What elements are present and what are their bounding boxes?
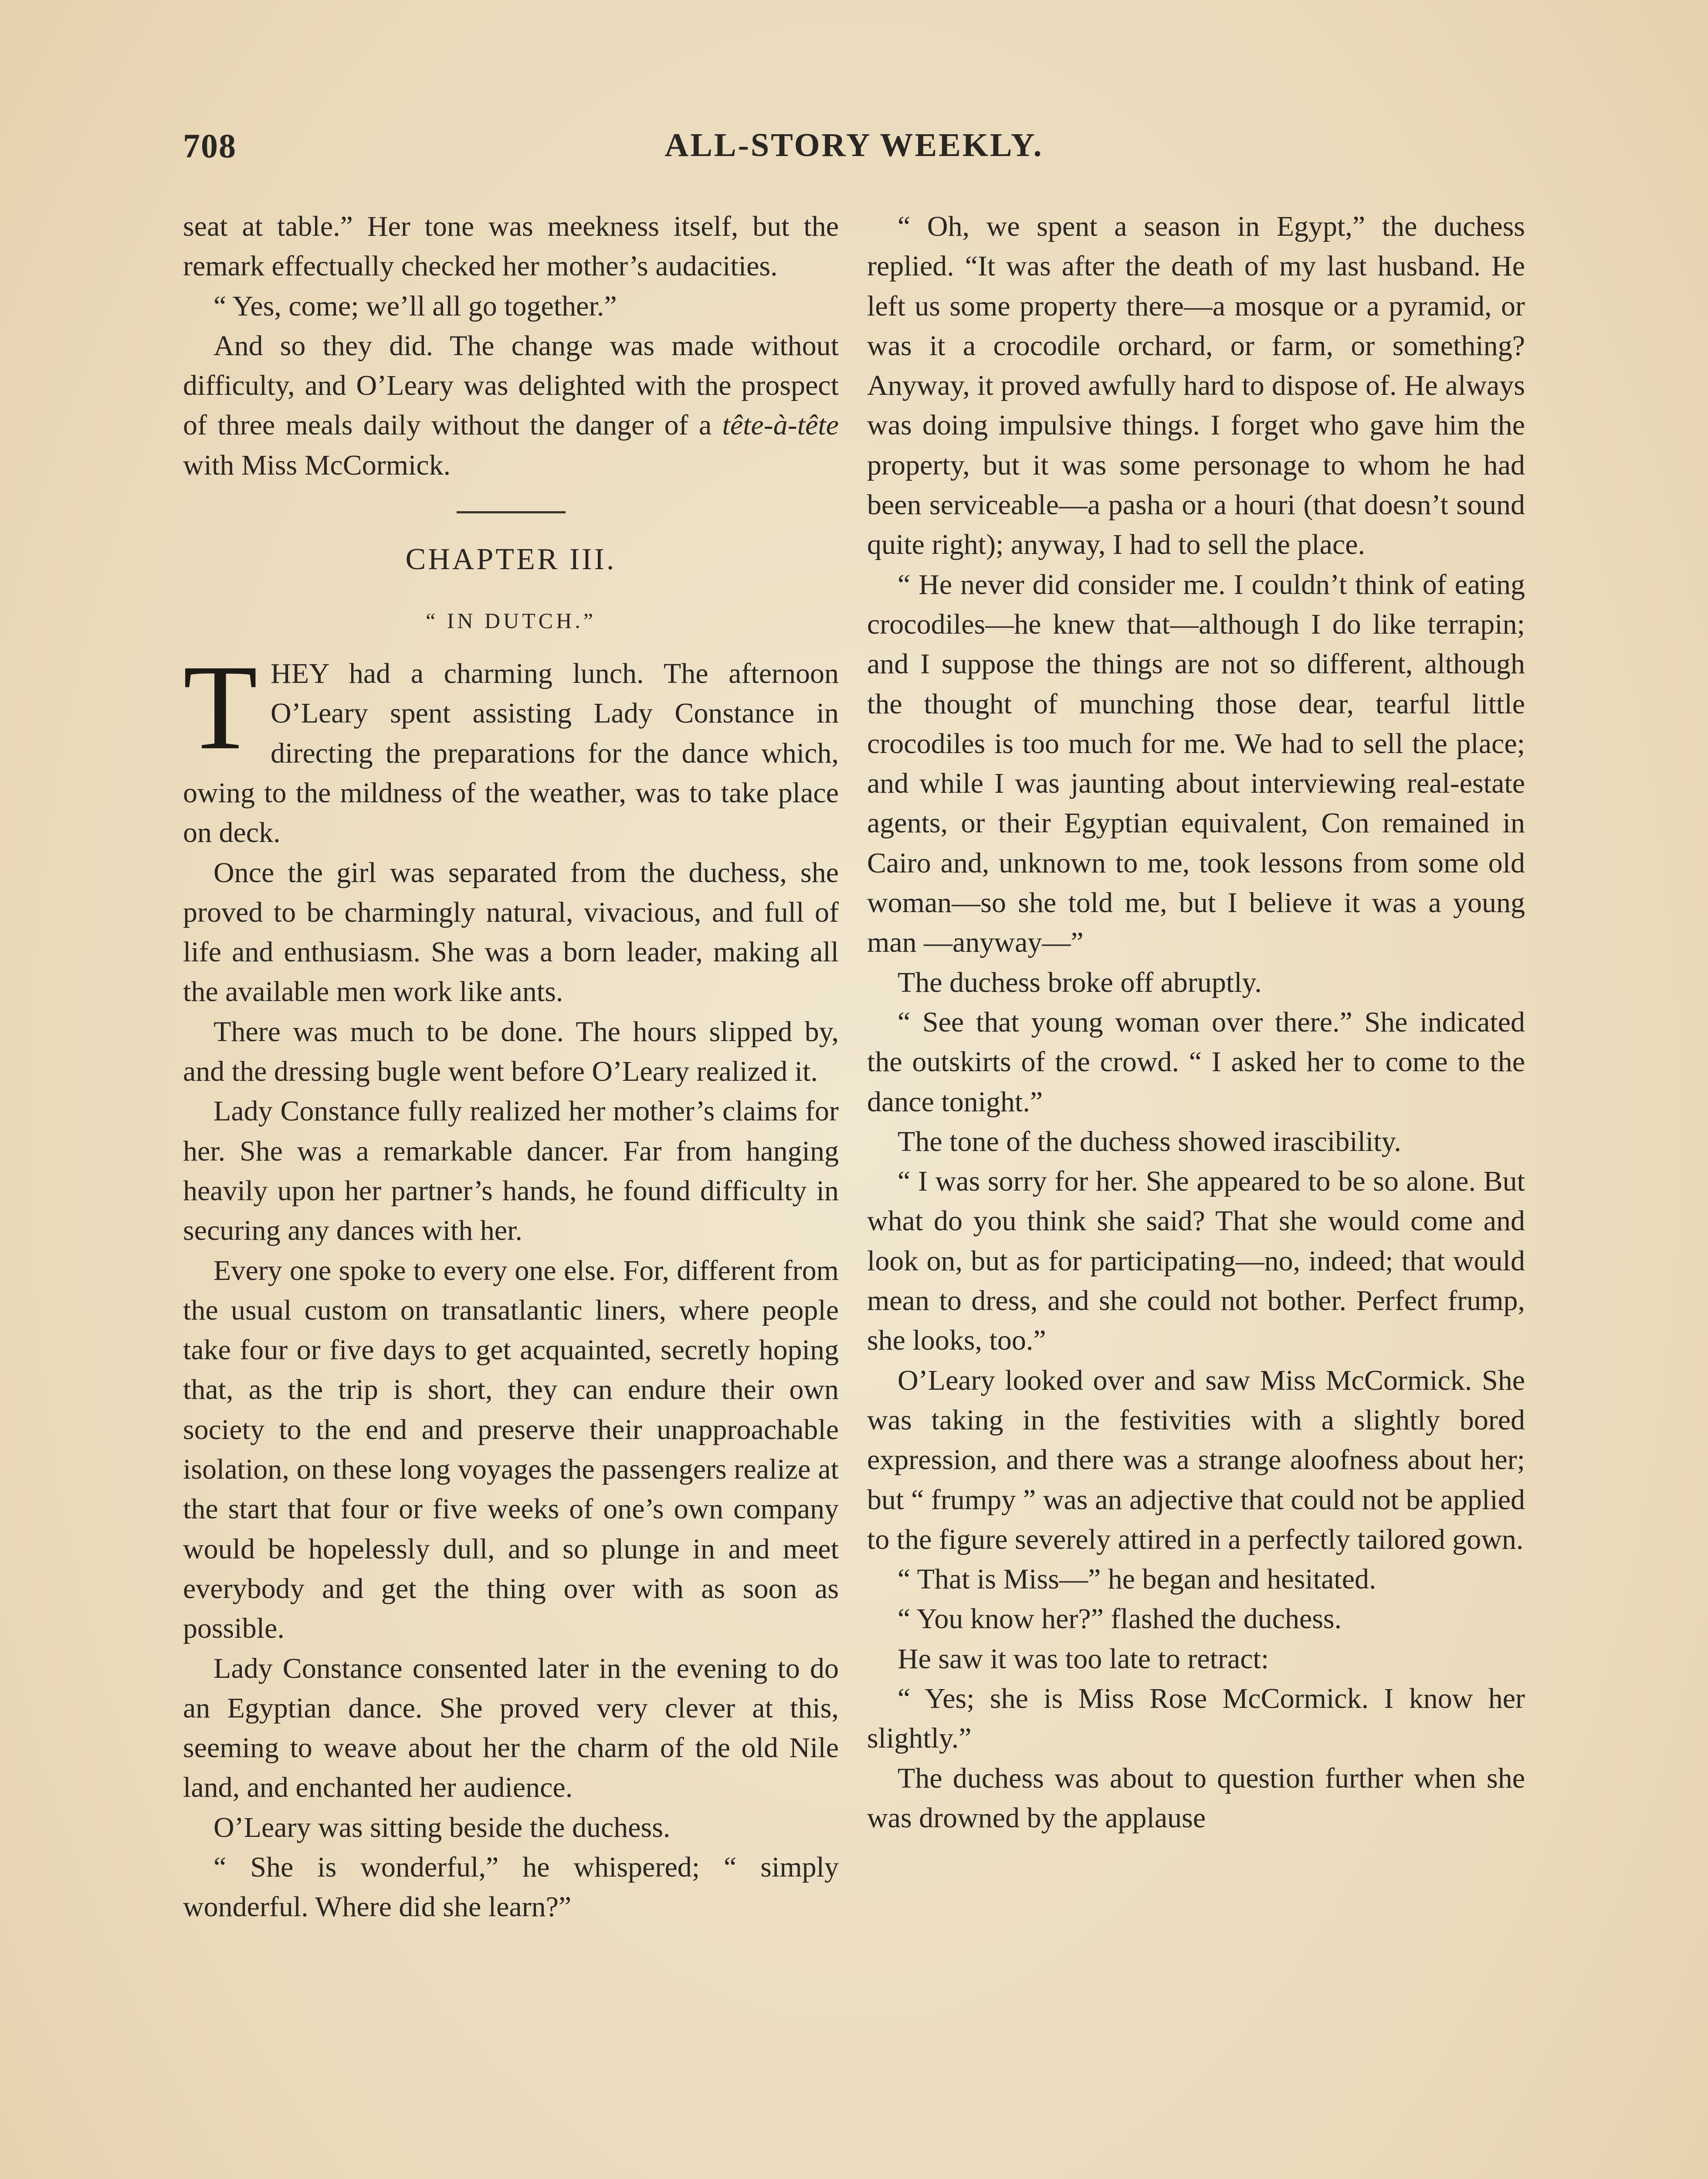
opening-paragraph: [183, 639, 839, 852]
italic-phrase: tête-à-tête: [722, 409, 839, 441]
paragraph-text: with Miss McCormick.: [183, 449, 451, 481]
paragraph: The duchess broke off abruptly.: [898, 966, 1262, 998]
paragraph: O’Leary was sitting beside the duchess.: [214, 1811, 671, 1843]
paragraph: “ He never did consider me. I couldn’t think of eating crocodiles—he knew that—although I do like terrapin; and I suppose the things are not so different, although the thought of munching those dear, tearful little crocodiles is too much for me. We had to sell the place; and while I was jaunting about interviewing real-estate agents, or their Egyptian equivalent, Con remained in Cairo and, unknown to me, took lessons from some old woman—so she told me, but I believe it was a young man —anyway—”: [867, 568, 1525, 959]
right-column: [867, 207, 1525, 1838]
paragraph: Lady Constance consented later in the evening to do an Egyptian dance. She proved very clever at this, seeming to weave about her the charm of the old Nile land, and enchanted her audience.: [183, 1652, 839, 1804]
paragraph: “ That is Miss—” he began and hesitated.: [898, 1563, 1376, 1595]
paragraph: There was much to be done. The hours slipped by, and the dressing bugle went before O’Leary realized it.: [183, 1015, 839, 1088]
paragraph: [183, 326, 839, 485]
paragraph: “ You know her?” flashed the duchess.: [898, 1603, 1342, 1635]
chapter-title: CHAPTER III.: [405, 543, 617, 577]
paragraph: “ See that young woman over there.” She indicated the outskirts of the crowd. “ I asked her to come to the dance tonight.”: [867, 1006, 1525, 1118]
paragraph: The duchess was about to question further when she was drowned by the applause: [867, 1762, 1525, 1834]
paragraph-text: And so they did. The change was made without difficulty, and O’Leary was delighted with the prospect of three meals daily without the danger of a: [183, 329, 839, 441]
paragraph: “ She is wonderful,” he whispered; “ simply wonderful. Where did she learn?”: [183, 1851, 839, 1923]
paragraph: O’Leary looked over and saw Miss McCormick. She was taking in the festivities with a slightly bored expression, and there was a strange aloofness about her; but “ frumpy ” was an adjective that could not be applied to the figure severely attired in a perfectly tailored gown.: [867, 1364, 1525, 1555]
paragraph: The tone of the duchess showed irascibility.: [898, 1125, 1401, 1157]
chapter-subtitle: “ IN DUTCH.”: [426, 608, 596, 633]
paragraph-text: HEY had a charming lunch. The afternoon O’Leary spent assisting Lady Constance in directing the preparations for the dance which, owing to the mildness of the weather, was to take place on deck.: [183, 658, 839, 849]
paragraph: “ Oh, we spent a season in Egypt,” the duchess replied. “It was after the death of my last husband. He left us some property there—a mosque or a pyramid, or was it a crocodile orchard, or farm, or something? Anyway, it proved awfully hard to dispose of. He always was doing impulsive things. I forget who gave him the property, but it was some personage to whom he had been serviceable—a pasha or a houri (that doesn’t sound quite right); anyway, I had to sell the place.: [867, 210, 1525, 561]
paragraph: He saw it was too late to retract:: [898, 1643, 1269, 1675]
paragraph: “ I was sorry for her. She appeared to be so alone. But what do you think she said? That she would come and look on, but as for participating—no, indeed; that would mean to dress, and she could not bother. Perfect frump, she looks, too.”: [867, 1165, 1525, 1357]
section-divider: [457, 511, 566, 513]
paragraph: “ Yes, come; we’ll all go together.”: [214, 290, 617, 322]
page-header: [179, 126, 1529, 174]
page-number: 708: [183, 127, 237, 165]
paragraph: “ Yes; she is Miss Rose McCormick. I know her slightly.”: [867, 1682, 1525, 1755]
paragraph: Once the girl was separated from the duchess, she proved to be charmingly natural, vivacious, and full of life and enthusiasm. She was a born leader, making all the available men work like ants.: [183, 856, 839, 1008]
running-head: ALL-STORY WEEKLY.: [664, 127, 1044, 163]
paragraph: Lady Constance fully realized her mother’s claims for her. She was a remarkable dancer. Far from hanging heavily upon her partner’s hands, he found difficulty in securing any dances with her.: [183, 1095, 839, 1247]
paragraph: Every one spoke to every one else. For, different from the usual custom on transatlantic liners, where people take four or five days to get acquainted, secretly hoping that, as the trip is short, they can endure their own society to the end and preserve their unapproachable isolation, on these long voyages the passengers realize at the start that four or five weeks of one’s own company would be hopelessly dull, and so plunge in and meet everybody and get the thing over with as soon as possible.: [183, 1254, 839, 1645]
paragraph: seat at table.” Her tone was meekness itself, but the remark effectually checked her mother’s audacities.: [183, 210, 839, 282]
left-column: [183, 207, 839, 1927]
drop-cap: T: [183, 639, 258, 775]
